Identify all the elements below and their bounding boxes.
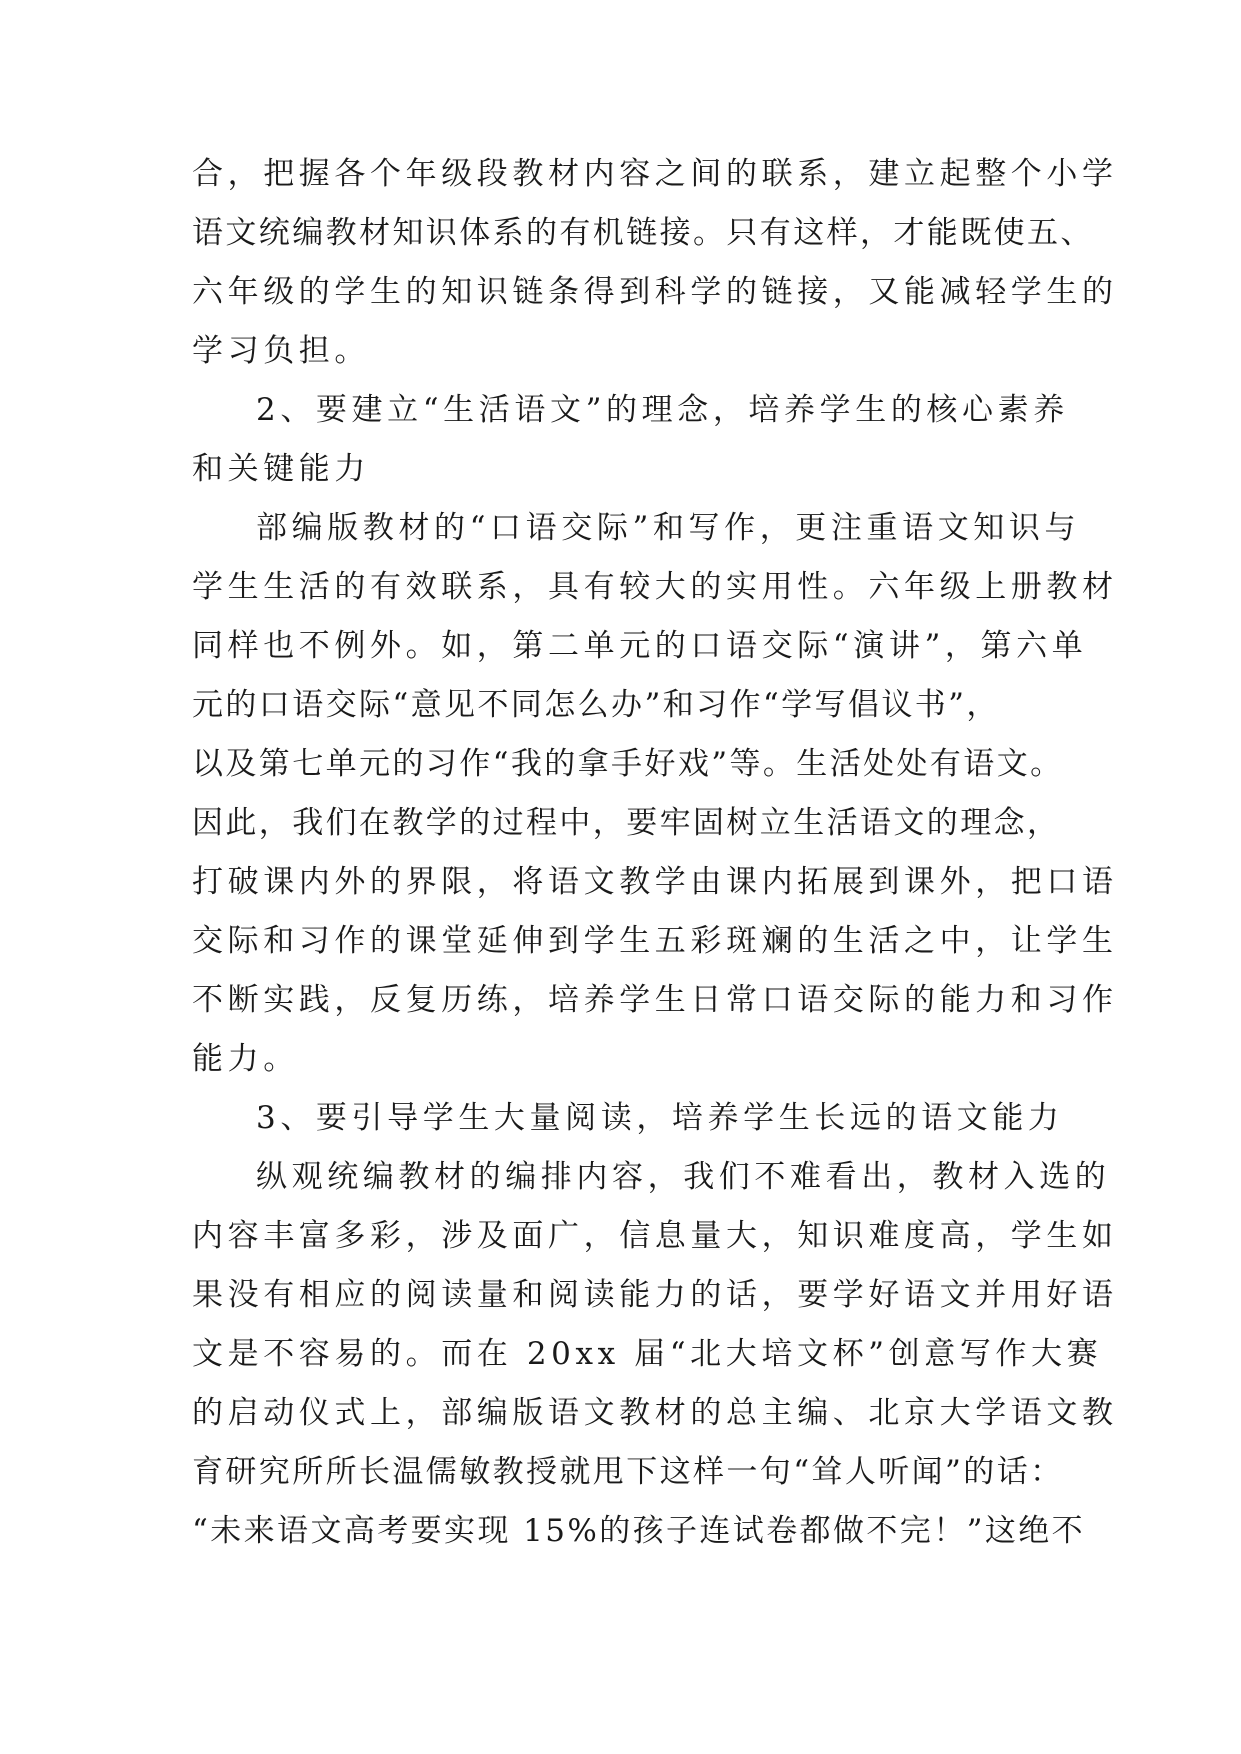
text-line: 学习负担。: [192, 333, 370, 369]
text-line: 不断实践，反复历练，培养学生日常口语交际的能力和习作: [192, 982, 1118, 1018]
section-heading-2-continued: 和关键能力: [192, 451, 370, 487]
section-heading-3: 3、要引导学生大量阅读，培养学生长远的语文能力: [256, 1100, 1064, 1136]
text-line: 以及第七单元的习作“我的拿手好戏”等。生活处处有语文。: [192, 746, 1064, 782]
text-line: 合，把握各个年级段教材内容之间的联系，建立起整个小学: [192, 156, 1118, 192]
text-line: 元的口语交际“意见不同怎么办”和习作“学写倡议书”，: [192, 687, 1000, 723]
text-line: 语文统编教材知识体系的有机链接。只有这样，才能既使五、: [192, 215, 1094, 251]
section-heading-2: 2、要建立“生活语文”的理念，培养学生的核心素养: [256, 392, 1069, 428]
text-line: 打破课内外的界限，将语文教学由课内拓展到课外，把口语: [192, 864, 1118, 900]
text-line: 同样也不例外。如，第二单元的口语交际“演讲”，第六单: [192, 628, 1088, 664]
text-line: 因此，我们在教学的过程中，要牢固树立生活语文的理念，: [192, 805, 1061, 841]
text-line: 果没有相应的阅读量和阅读能力的话，要学好语文并用好语: [192, 1277, 1118, 1313]
text-line: 的启动仪式上，部编版语文教材的总主编、北京大学语文教: [192, 1395, 1118, 1431]
text-line: 育研究所所长温儒敏教授就甩下这样一句“耸人听闻”的话：: [192, 1454, 1064, 1490]
text-line: 内容丰富多彩，涉及面广，信息量大，知识难度高，学生如: [192, 1218, 1118, 1254]
text-line: 六年级的学生的知识链条得到科学的链接，又能减轻学生的: [192, 274, 1118, 310]
text-line: 学生生活的有效联系，具有较大的实用性。六年级上册教材: [192, 569, 1118, 605]
text-line: 交际和习作的课堂延伸到学生五彩斑斓的生活之中，让学生: [192, 923, 1118, 959]
text-line: “未来语文高考要实现 15%的孩子连试卷都做不完！”这绝不: [192, 1513, 1086, 1549]
text-line: 文是不容易的。而在 20xx 届“北大培文杯”创意写作大赛: [192, 1336, 1103, 1372]
document-body: [192, 156, 1118, 1573]
text-line: 能力。: [192, 1041, 299, 1077]
paragraph-start: 纵观统编教材的编排内容，我们不难看出，教材入选的: [256, 1159, 1111, 1195]
paragraph-start: 部编版教材的“口语交际”和写作，更注重语文知识与: [256, 510, 1081, 546]
